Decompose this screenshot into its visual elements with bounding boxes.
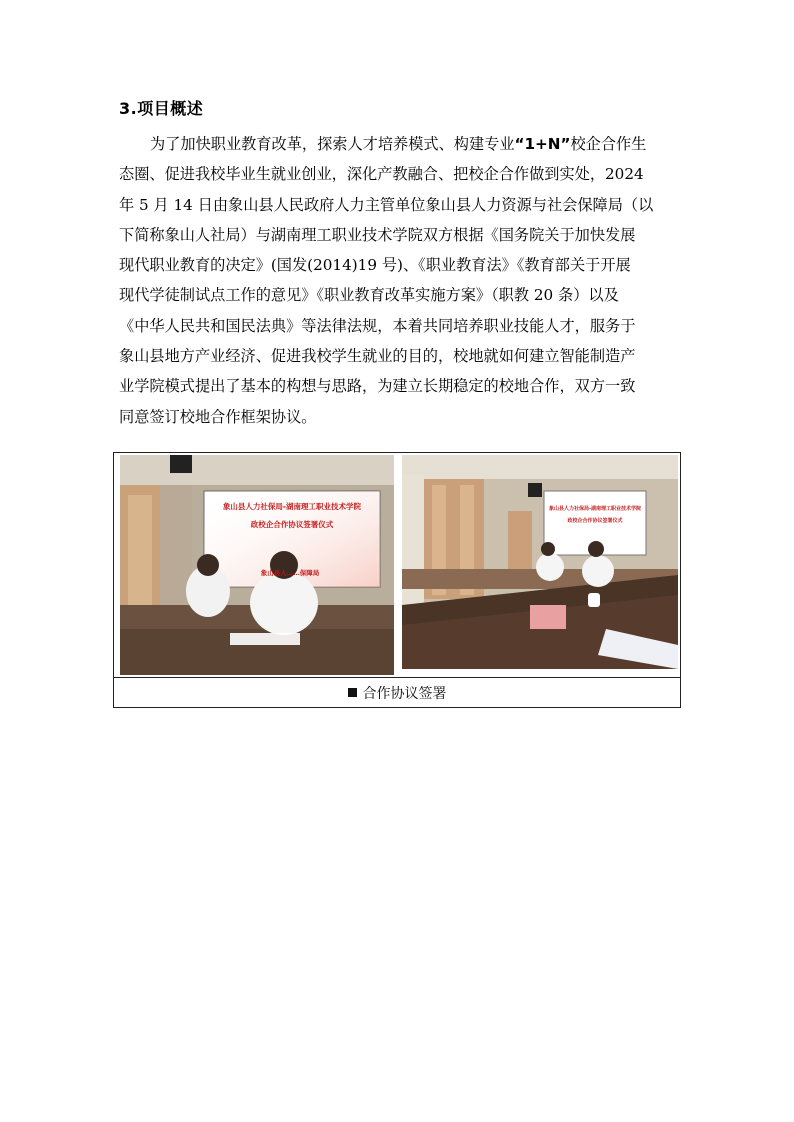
signing-photo-left-image [120, 455, 394, 675]
figure-table [113, 452, 681, 708]
paragraph-line-2: 态圈、促进我校毕业生就业创业，深化产教融合、把校企合作做到实处，2024 [119, 165, 644, 184]
paragraph-line-9: 业学院模式提出了基本的构想与思路，为建立长期稳定的校地合作，双方一致 [119, 377, 636, 396]
project-overview-paragraph [119, 129, 679, 432]
signing-photo-right-image [402, 455, 678, 669]
paragraph-line-3: 年 5 月 14 日由象山县人民政府人力主管单位象山县人力资源与社会保障局（以 [119, 195, 654, 214]
figure-caption [114, 677, 680, 708]
paragraph-line-1: 为了加快职业教育改革，探索人才培养模式、构建专业“1+N”校企合作生 [150, 135, 647, 153]
signing-photo-left [120, 455, 394, 675]
bold-term: “1+N” [514, 135, 571, 153]
section-heading: 3.项目概述 [119, 99, 204, 118]
paragraph-line-6: 现代学徒制试点工作的意见》《职业教育改革实施方案》（职教 20 条）以及 [119, 286, 619, 305]
paragraph-line-8: 象山县地方产业经济、促进我校学生就业的目的，校地就如何建立智能制造产 [119, 347, 636, 366]
screen-title-right: 象山县人力社保局-湖南理工职业技术学院 [548, 506, 642, 512]
screen-subtitle-right: 政校企合作协议签署仪式 [567, 518, 623, 524]
screen-subtitle-left: 政校企合作协议签署仪式 [250, 520, 334, 529]
paragraph-line-4: 下简称象山人社局）与湖南理工职业技术学院双方根据《国务院关于加快发展 [119, 225, 636, 244]
paragraph-line-7: 《中华人民共和国民法典》等法律法规，本着共同培养职业技能人才，服务于 [119, 316, 636, 335]
paragraph-line-10: 同意签订校地合作框架协议。 [119, 407, 317, 426]
signing-photo-right [402, 455, 678, 669]
square-bullet-icon [348, 688, 357, 697]
caption-text: 合作协议签署 [362, 685, 447, 702]
screen-title-left: 象山县人力社保局-湖南理工职业技术学院 [222, 502, 362, 511]
screen-footer-left: 象山县人……保障局 [260, 569, 320, 577]
paragraph-line-5: 现代职业教育的决定》(国发(2014)19 号)、《职业教育法》《教育部关于开展 [119, 256, 631, 275]
